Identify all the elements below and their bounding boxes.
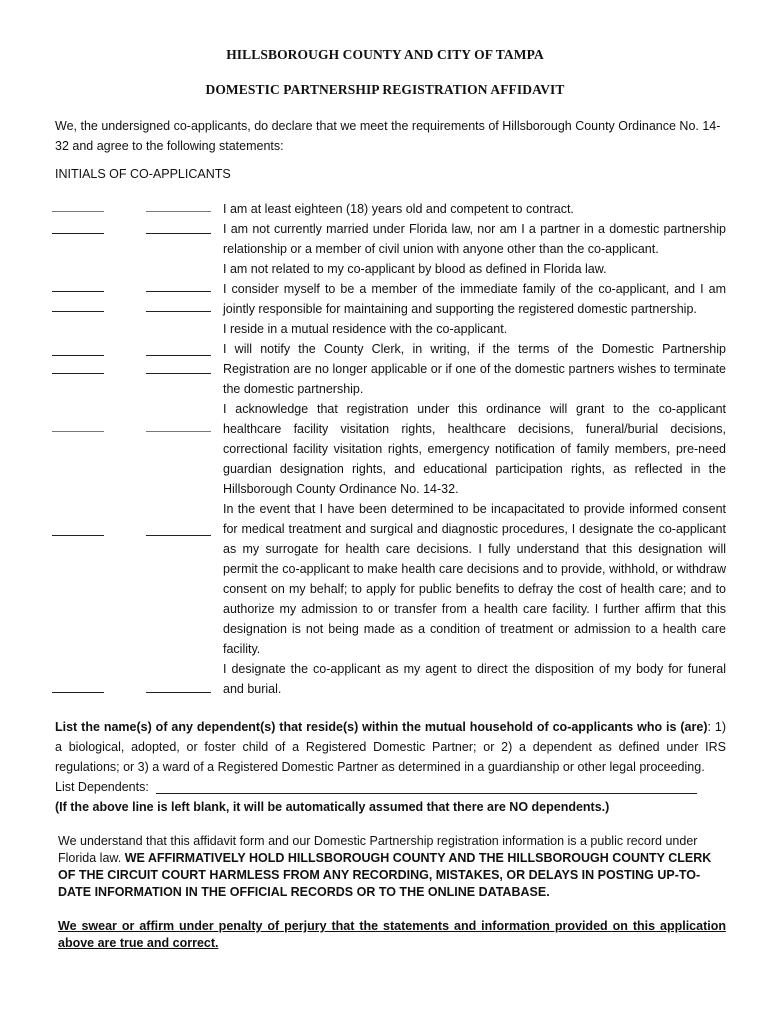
dependents-paragraph <box>55 717 726 777</box>
list-dependents-label: List Dependents: <box>55 780 149 794</box>
initials-blank-applicant-1-stmt-8[interactable] <box>52 535 104 536</box>
dependents-note: (If the above line is left blank, it will be automatically assumed that there are NO dependents.) <box>55 800 610 814</box>
statement-item: I am not currently married under Florida law, nor am I a partner in a domestic partnership relationship or a member of civil union with anyone other than the co-applicant. <box>223 222 726 256</box>
initials-heading: INITIALS OF CO-APPLICANTS <box>55 167 231 181</box>
initials-blank-applicant-2-stmt-2[interactable] <box>146 233 211 234</box>
document-title: HILLSBOROUGH COUNTY AND CITY OF TAMPA <box>226 47 544 62</box>
statement-item: In the event that I have been determined to be incapacitated to provide informed consent for medical treatment and surgical and diagnostic procedures, I designate the co-applicant as my surrogate for health care decisions. I fully understand that this designation will permit the co-applicant to make health care decisions and to provide, withhold, or withdraw consent on my behalf; to apply for public benefits to defray the cost of health care; and to authorize my admission to or transfer from a health care facility. I further affirm that this designation is not being made as a condition of treatment or admission to a health care facility. <box>223 502 726 656</box>
statement-item: I reside in a mutual residence with the co-applicant. <box>223 322 508 336</box>
statement-list <box>223 199 726 699</box>
initials-blank-applicant-2-stmt-4[interactable] <box>146 311 211 312</box>
statement-item: I acknowledge that registration under this ordinance will grant to the co-applicant healthcare facility visitation rights, healthcare decisions, funeral/burial decisions, correctional facility visitation rights, emergency notification of family members, pre-need guardian designation rights, and educational participation rights, as reflected in the Hillsborough County Ordinance No. 14-32. <box>223 402 726 496</box>
statement-item: I consider myself to be a member of the immediate family of the co-applicant, and I am jointly responsible for maintaining and supporting the registered domestic partnership. <box>223 282 726 316</box>
initials-blank-applicant-1-stmt-5[interactable] <box>52 355 104 356</box>
public-record-text: We understand that this affidavit form and our Domestic Partnership registration information is a public record under Florida law. <box>58 834 698 865</box>
statement-item: I designate the co-applicant as my agent to direct the disposition of my body for funeral and burial. <box>223 662 726 696</box>
statement-item: I will notify the County Clerk, in writing, if the terms of the Domestic Partnership Registration are no longer applicable or if one of the domestic partners wishes to terminate the domestic partnership. <box>223 342 726 396</box>
statement-item: I am at least eighteen (18) years old and competent to contract. <box>223 202 574 216</box>
list-dependents-field[interactable] <box>156 793 697 794</box>
initials-blank-applicant-2-stmt-8[interactable] <box>146 535 211 536</box>
initials-blank-applicant-1-stmt-4[interactable] <box>52 311 104 312</box>
initials-blank-applicant-1-stmt-3[interactable] <box>52 291 104 292</box>
initials-blank-applicant-2-stmt-3[interactable] <box>146 291 211 292</box>
initials-blank-applicant-1-stmt-2[interactable] <box>52 233 104 234</box>
initials-blank-applicant-1-stmt-7[interactable] <box>52 431 104 432</box>
initials-blank-applicant-2-stmt-6[interactable] <box>146 373 211 374</box>
statement-item: I am not related to my co-applicant by blood as defined in Florida law. <box>223 262 607 276</box>
hold-harmless-text: WE AFFIRMATIVELY HOLD HILLSBOROUGH COUNTY AND THE HILLSBOROUGH COUNTY CLERK OF THE CIRCUIT COURT HARMLESS FROM ANY RECORDING, MISTAKES, OR DELAYS IN POSTING UP-TO-DATE INFORMATION IN THE OFFICIAL RECORDS OR TO THE ONLINE DATABASE. <box>58 851 712 899</box>
initials-blank-applicant-2-stmt-5[interactable] <box>146 355 211 356</box>
oath-statement: We swear or affirm under penalty of perjury that the statements and information provided on this application above are true and correct. <box>58 919 726 950</box>
initials-blank-applicant-1-stmt-9[interactable] <box>52 692 104 693</box>
initials-blank-applicant-2-stmt-7[interactable] <box>146 431 211 432</box>
public-record-paragraph <box>58 833 726 901</box>
document-subtitle: DOMESTIC PARTNERSHIP REGISTRATION AFFIDAVIT <box>205 82 565 97</box>
intro-paragraph: We, the undersigned co-applicants, do declare that we meet the requirements of Hillsborough County Ordinance No. 14-32 and agree to the following statements: <box>55 119 721 153</box>
initials-blank-applicant-2-stmt-9[interactable] <box>146 692 211 693</box>
initials-blank-applicant-2-stmt-1[interactable] <box>146 211 211 212</box>
initials-blank-applicant-1-stmt-1[interactable] <box>52 211 104 212</box>
dependents-heading: List the name(s) of any dependent(s) that reside(s) within the mutual household of co-applicants who is (are) <box>55 720 708 734</box>
dependents-text: : 1) a biological, adopted, or foster child of a Registered Domestic Partner; or 2) a dependent as defined under IRS regulations; or 3) a ward of a Registered Domestic Partner as determined in a guardianship or other legal proceeding. <box>55 720 726 774</box>
initials-blank-applicant-1-stmt-6[interactable] <box>52 373 104 374</box>
